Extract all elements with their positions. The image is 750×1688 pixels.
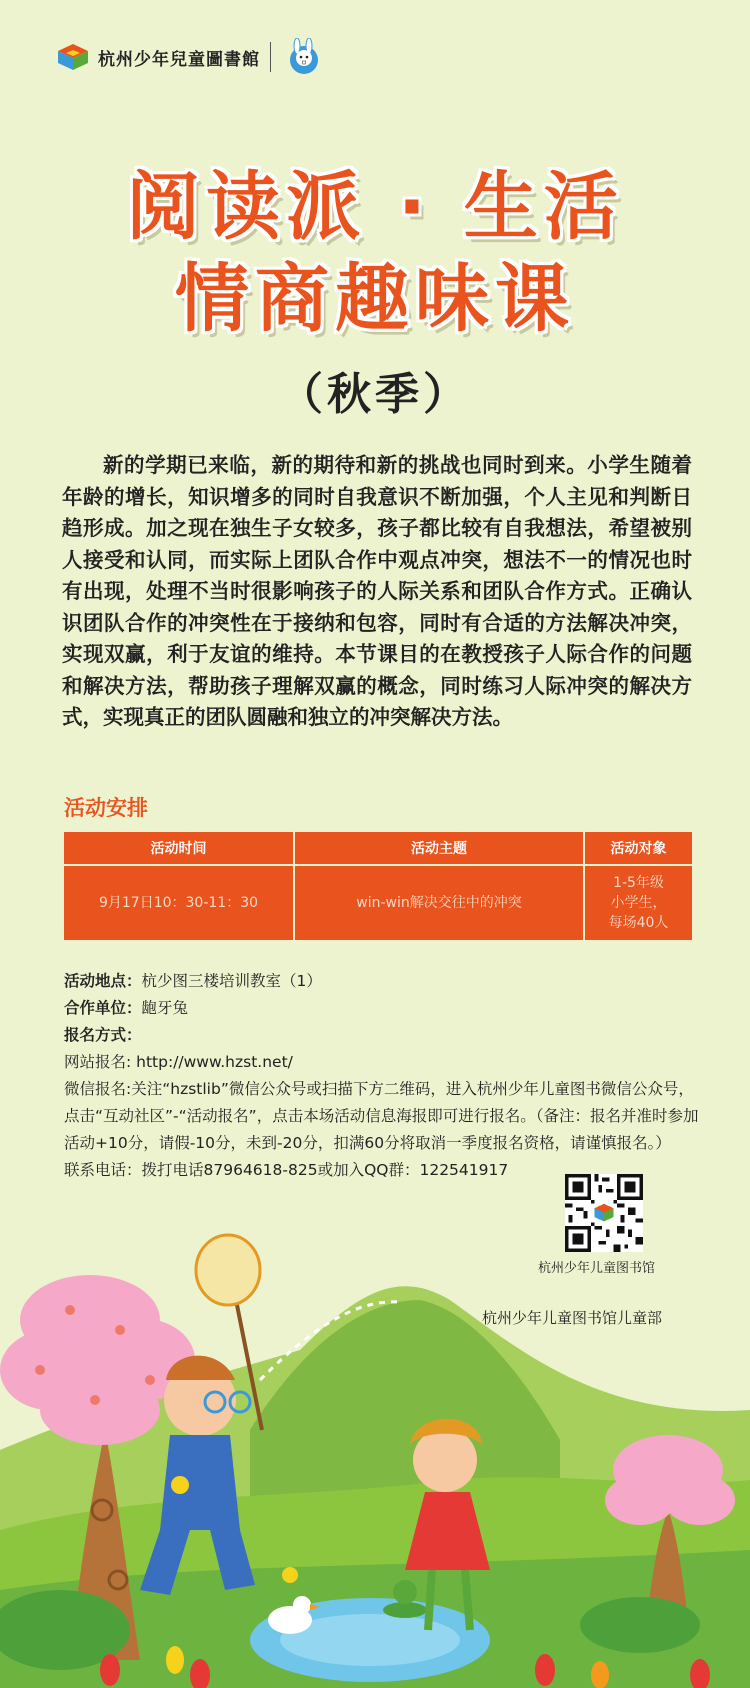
partner-value: 龅牙兔 xyxy=(141,999,189,1017)
illustration-scene xyxy=(0,1230,750,1688)
cell-audience xyxy=(584,865,692,940)
location-value: 杭少图三楼培训教室（1） xyxy=(141,972,322,990)
header-time: 活动时间 xyxy=(64,832,294,865)
schedule-table xyxy=(64,832,692,940)
table-header-row xyxy=(64,832,692,865)
header-audience: 活动对象 xyxy=(584,832,692,865)
bunny-logo-icon xyxy=(281,38,327,76)
header-theme: 活动主题 xyxy=(294,832,584,865)
logo-divider xyxy=(270,42,271,72)
audience-line-1: 1-5年级 xyxy=(613,875,664,891)
title-line-1: 阅读派 · 生活 xyxy=(126,164,624,250)
event-info xyxy=(64,968,704,1184)
cell-time: 9月17日10：30-11：30 xyxy=(64,865,294,940)
location-line xyxy=(64,968,704,995)
audience-line-2: 小学生， xyxy=(610,895,667,911)
library-name: 杭州少年兒童圖書館 xyxy=(98,49,260,70)
web-signup[interactable]: 网站报名: http://www.hzst.net/ xyxy=(64,1053,293,1071)
partner-label: 合作单位： xyxy=(64,999,142,1017)
wechat-signup: 微信报名:关注“hzstlib”微信公众号或扫描下方二维码，进入杭州少年儿童图书微信公众号，点击“互动社区”-“活动报名”，点击本场活动信息海报即可进行报名。（备注：报名并准时参加活动+10分，请假-10分，未到-20分，扣满60分将取消一季度报名资格，请谨慎报名。） xyxy=(64,1080,699,1152)
library-logo-icon xyxy=(56,42,90,72)
department-name: 杭州少年儿童图书馆儿童部 xyxy=(482,1309,663,1327)
header-logos xyxy=(56,40,327,74)
partner-line xyxy=(64,995,704,1022)
schedule-heading: 活动安排 xyxy=(64,796,148,820)
signup-label: 报名方式： xyxy=(64,1026,142,1044)
location-label: 活动地点： xyxy=(64,972,142,990)
qr-caption: 杭州少年儿童图书馆 xyxy=(538,1261,656,1276)
title-line-2: 情商趣味课 xyxy=(175,256,575,342)
table-row xyxy=(64,865,692,940)
intro-paragraph: 新的学期已来临，新的期待和新的挑战也同时到来。小学生随着年龄的增长，知识增多的同时自我意识不断加强，个人主见和判断日趋形成。加之现在独生子女较多，孩子都比较有自我想法，希望被别人接受和认同，而实际上团队合作中观点冲突，想法不一的情况也时有出现，处理不当时很影响孩子的人际关系和团队合作方式。正确认识团队合作的冲突性在于接纳和包容，同时有合适的方法解决冲突，实现双赢，利于友谊的维持。本节课目的在教授孩子人际合作的问题和解决方法，帮助孩子理解双赢的概念，同时练习人际冲突的解决方式，实现真正的团队圆融和独立的冲突解决方法。 xyxy=(62,453,692,729)
contact-line: 联系电话：拨打电话87964618-825或加入QQ群：122541917 xyxy=(64,1161,509,1179)
cell-theme: win-win解决交往中的冲突 xyxy=(294,865,584,940)
season-subtitle: （秋季） xyxy=(279,369,471,420)
audience-line-3: 每场40人 xyxy=(608,915,669,931)
